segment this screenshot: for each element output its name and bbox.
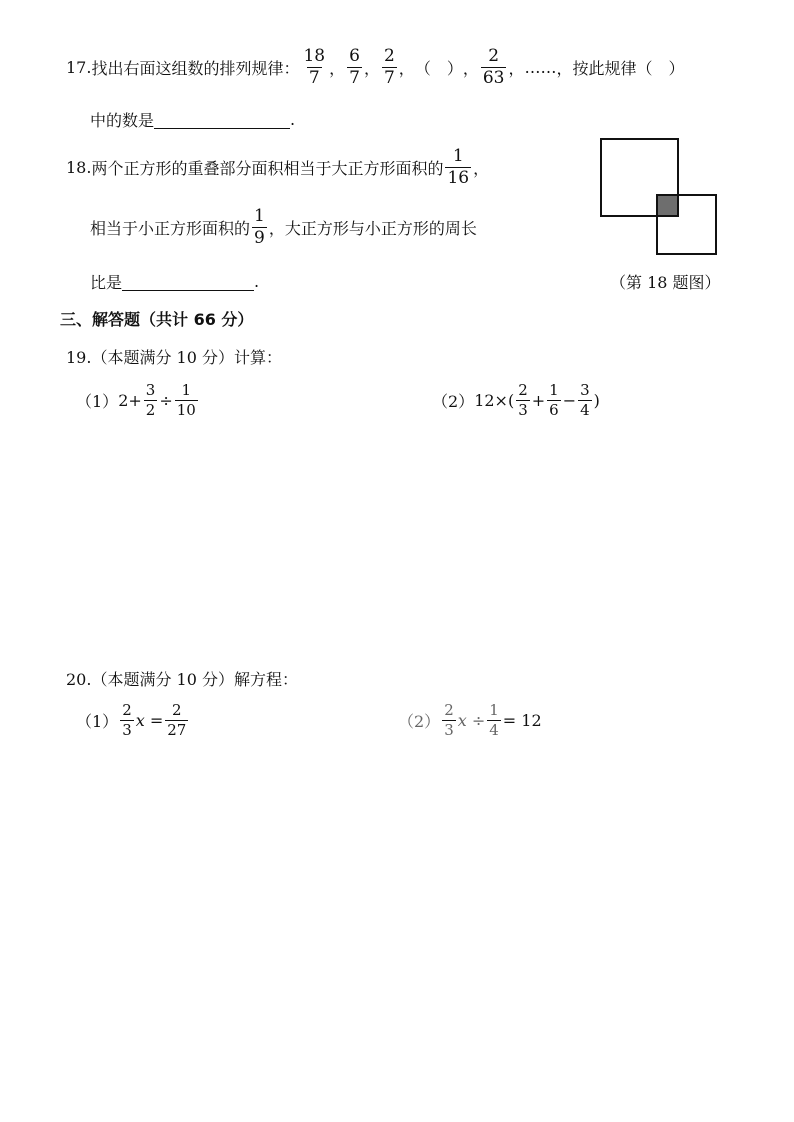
q18-text-a: 两个正方形的重叠部分面积相当于大正方形面积的 — [91, 159, 444, 179]
q20-part1-fraction-2: $\frac{2}{27}$ — [167, 701, 187, 739]
q18-text-c: 大正方形与小正方形的周长 — [284, 219, 477, 239]
q20-part1-fraction-1: $\frac{2}{3}$ — [122, 701, 132, 739]
q20-part2-fraction-1: $\frac{2}{3}$ — [444, 701, 454, 739]
overlap-region — [658, 196, 677, 215]
q18-figure — [600, 138, 720, 258]
q17-tail: 按此规律（ ） — [572, 59, 685, 79]
q19-part2-fraction-2: $\frac{1}{6}$ — [549, 381, 559, 419]
q19-part2-fraction-1: $\frac{2}{3}$ — [518, 381, 528, 419]
q17-fraction-4: $\frac{2}{63}$ — [482, 46, 505, 88]
q18-number: 18. — [66, 158, 92, 178]
q18-fraction-a: $\frac{1}{16}$ — [447, 146, 470, 188]
q18-answer-blank — [122, 272, 254, 291]
q18-figure-caption: （第 18 题图） — [610, 273, 721, 292]
q18-text-b: 相当于小正方形面积的 — [90, 219, 251, 239]
q17-number: 17. — [66, 58, 92, 78]
q20-part1: （1） $\frac{2}{3}$ x = $\frac{2}{27}$ — [76, 701, 187, 739]
q19-header: 19.（本题满分 10 分）计算： — [66, 348, 282, 367]
q17-fraction-2: $\frac{6}{7}$ — [349, 46, 360, 88]
q17-fraction-1: $\frac{18}{7}$ — [303, 46, 326, 88]
q18-line2: 相当于小正方形面积的 $\frac{1}{9}$ ， 大正方形与小正方形的周长 — [90, 206, 477, 248]
section-heading: 三、解答题（共计 66 分） — [60, 310, 254, 329]
q19-part1-label: （1） — [76, 392, 119, 412]
q19-part2: （2） 12×( $\frac{2}{3}$ + $\frac{1}{6}$ − $\frac{3}{4}$ ) — [432, 381, 600, 419]
q17-ellipsis: …… — [524, 58, 557, 78]
q18-line1: 18. 两个正方形的重叠部分面积相当于大正方形面积的 $\frac{1}{16}$ ， — [66, 146, 490, 188]
q17-line1: 17. 找出右面这组数的排列规律： $\frac{18}{7}$ ， $\frac{6}{7}$ ， $\frac{2}{7}$ ， （ ） ， $\frac{2}{63}$ ， …… ， 按此规律（ ） — [66, 46, 685, 88]
q19-part2-label: （2） — [432, 392, 475, 412]
q17-line2: 中的数是 . — [90, 110, 296, 130]
q17-fraction-3: $\frac{2}{7}$ — [383, 46, 395, 88]
q17-text: 找出右面这组数的排列规律： — [91, 59, 300, 79]
q17-line2-text: 中的数是 — [90, 111, 155, 130]
q18-line3: 比是 . — [90, 272, 260, 292]
q17-blank-paren: （ ） — [414, 59, 463, 79]
q18-line3-text: 比是 — [90, 273, 123, 292]
q19-part1-fraction-1: $\frac{3}{2}$ — [145, 381, 156, 419]
q18-fraction-b: $\frac{1}{9}$ — [254, 206, 265, 248]
q20-part2: （2） $\frac{2}{3}$ x ÷ $\frac{1}{4}$ = 12 — [398, 701, 542, 739]
q20-header: 20.（本题满分 10 分）解方程： — [66, 670, 298, 689]
q19-part2-fraction-3: $\frac{3}{4}$ — [580, 381, 590, 419]
q20-part2-label: （2） — [398, 712, 441, 732]
q19-part1-fraction-2: $\frac{1}{10}$ — [176, 381, 196, 419]
q17-answer-blank — [154, 110, 290, 129]
q20-part1-label: （1） — [76, 712, 119, 732]
q20-part2-fraction-2: $\frac{1}{4}$ — [489, 701, 499, 739]
q19-part1: （1） 2+ $\frac{3}{2}$ ÷ $\frac{1}{10}$ — [76, 381, 196, 419]
